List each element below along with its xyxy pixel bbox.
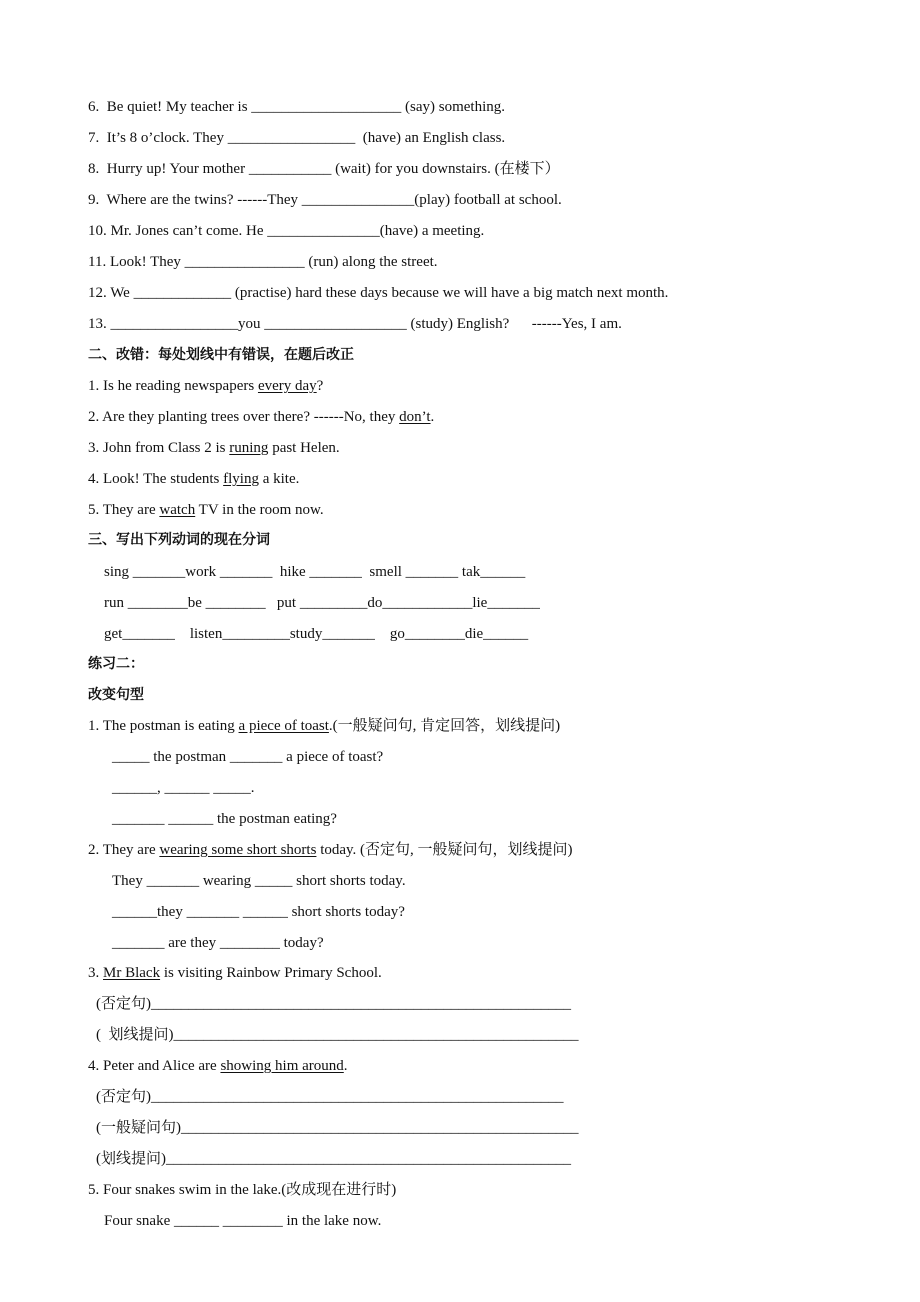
practice-title: 练习二： bbox=[88, 656, 144, 672]
item-text: 4. Peter and Alice are bbox=[88, 1058, 221, 1074]
section-heading-present-participle: 三、写出下列动词的现在分词 bbox=[88, 532, 270, 548]
underlined-phrase: a piece of toast bbox=[238, 718, 329, 734]
exercise-item-10: 10. Mr. Jones can’t come. He _______________(have) a meeting. bbox=[88, 223, 485, 239]
verb-row-1: sing _______work _______ hike _______ smell _______ tak______ bbox=[104, 564, 526, 580]
item-text: . bbox=[343, 1058, 348, 1074]
verb-row-3: get_______ listen_________study_______ go________die______ bbox=[104, 626, 529, 642]
correction-item-5 bbox=[88, 500, 324, 520]
correction-item-4 bbox=[88, 469, 299, 489]
exercise-item-13: 13. _________________you ___________________ (study) English? ------Yes, I am. bbox=[88, 316, 622, 332]
answer-line: Four snake ______ ________ in the lake now. bbox=[104, 1213, 382, 1229]
exercise-item-12: 12. We _____________ (practise) hard these days because we will have a big match next month. bbox=[88, 285, 669, 301]
section-heading-error-correction: 二、改错：每处划线中有错误，在题后改正 bbox=[88, 347, 354, 363]
item-text: 2. They are bbox=[88, 842, 160, 858]
underlined-phrase: showing him around bbox=[220, 1058, 344, 1074]
answer-line: _____ the postman _______ a piece of toast? bbox=[112, 749, 384, 765]
underlined-error: flying bbox=[223, 471, 259, 487]
item-text: .(一般疑问句, 肯定回答，划线提问) bbox=[328, 718, 561, 734]
underlined-error: don’t bbox=[399, 409, 431, 425]
item-text: today. (否定句, 一般疑问句，划线提问) bbox=[316, 842, 573, 858]
item-text: ? bbox=[316, 378, 324, 394]
correction-item-3 bbox=[88, 438, 340, 458]
item-text: 2. Are they planting trees over there? ------No, they bbox=[88, 409, 400, 425]
item-text: . bbox=[430, 409, 435, 425]
underlined-error: runing bbox=[229, 440, 269, 456]
item-text: a kite. bbox=[258, 471, 300, 487]
item-text: past Helen. bbox=[268, 440, 340, 456]
transform-question-5: 5. Four snakes swim in the lake.(改成现在进行时) bbox=[88, 1182, 397, 1198]
transform-question-2 bbox=[88, 840, 573, 860]
transform-question-4 bbox=[88, 1056, 348, 1076]
exercise-item-8: 8. Hurry up! Your mother ___________ (wait) for you downstairs. (在楼下） bbox=[88, 161, 560, 177]
item-text: 1. The postman is eating bbox=[88, 718, 239, 734]
correction-item-2 bbox=[88, 407, 434, 427]
answer-line: (否定句)_______________________________________________________ bbox=[96, 1089, 564, 1105]
transform-question-3 bbox=[88, 963, 382, 983]
underlined-error: every day bbox=[257, 378, 317, 394]
answer-line: _______ are they ________ today? bbox=[112, 935, 324, 951]
correction-item-1 bbox=[88, 376, 323, 396]
item-text: 3. bbox=[88, 965, 103, 981]
item-text: 3. John from Class 2 is bbox=[88, 440, 230, 456]
item-text: TV in the room now. bbox=[195, 502, 324, 518]
underlined-phrase: wearing some short shorts bbox=[159, 842, 317, 858]
answer-line: (划线提问)______________________________________________________ bbox=[96, 1151, 571, 1167]
answer-line: ______, ______ _____. bbox=[112, 780, 255, 796]
practice-subtitle: 改变句型 bbox=[88, 687, 144, 703]
exercise-item-7: 7. It’s 8 o’clock. They _________________ (have) an English class. bbox=[88, 130, 506, 146]
transform-question-1 bbox=[88, 716, 560, 736]
answer-line: ( 划线提问)______________________________________________________ bbox=[96, 1027, 579, 1043]
verb-row-2: run ________be ________ put _________do____________lie_______ bbox=[104, 595, 540, 611]
exercise-item-9: 9. Where are the twins? ------They _______________(play) football at school. bbox=[88, 192, 562, 208]
item-text: 1. Is he reading newspapers bbox=[88, 378, 258, 394]
answer-line: _______ ______ the postman eating? bbox=[112, 811, 337, 827]
answer-line: (否定句)________________________________________________________ bbox=[96, 996, 571, 1012]
underlined-phrase: Mr Black bbox=[103, 965, 161, 981]
answer-line: ______they _______ ______ short shorts today? bbox=[112, 904, 405, 920]
underlined-error: watch bbox=[159, 502, 196, 518]
answer-line: They _______ wearing _____ short shorts today. bbox=[112, 873, 406, 889]
item-text: 4. Look! The students bbox=[88, 471, 224, 487]
answer-line: (一般疑问句)_____________________________________________________ bbox=[96, 1120, 579, 1136]
exercise-item-6: 6. Be quiet! My teacher is ____________________ (say) something. bbox=[88, 99, 506, 115]
exercise-item-11: 11. Look! They ________________ (run) along the street. bbox=[88, 254, 438, 270]
item-text: 5. They are bbox=[88, 502, 160, 518]
item-text: is visiting Rainbow Primary School. bbox=[160, 965, 382, 981]
